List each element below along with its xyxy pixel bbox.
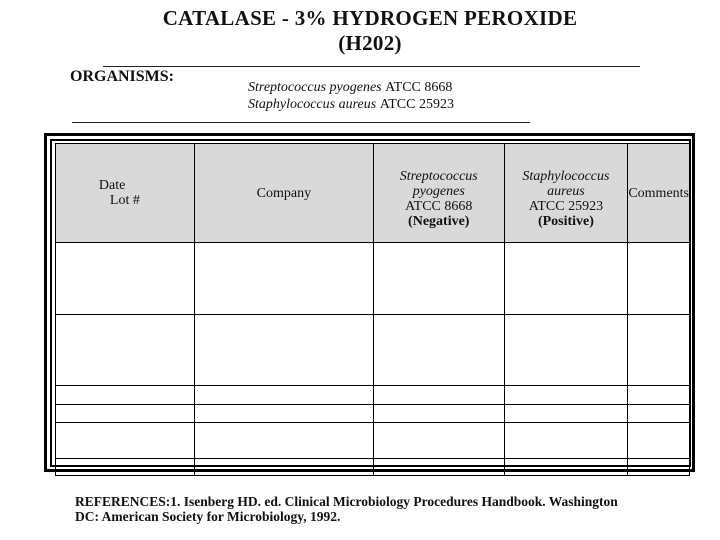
organism-1: Streptococcus pyogenes ATCC 8668 (248, 80, 453, 95)
cell[interactable] (56, 243, 195, 315)
cell[interactable] (628, 315, 690, 386)
cell[interactable] (504, 243, 628, 315)
cell[interactable] (194, 315, 373, 386)
cell[interactable] (194, 405, 373, 423)
cell[interactable] (56, 386, 195, 405)
table-row (56, 459, 690, 476)
references: REFERENCES:1. Isenberg HD. ed. Clinical Microbiology Procedures Handbook. Washington DC: American Society for Microbiology, 1992. (75, 494, 618, 524)
cell[interactable] (628, 243, 690, 315)
cell[interactable] (504, 386, 628, 405)
cell[interactable] (628, 423, 690, 459)
cell[interactable] (504, 405, 628, 423)
cell[interactable] (373, 315, 504, 386)
page-title: CATALASE - 3% HYDROGEN PEROXIDE (162, 6, 578, 30)
cell[interactable] (628, 386, 690, 405)
header-company: Company (194, 144, 373, 243)
cell[interactable] (373, 405, 504, 423)
organism-2: Staphylococcus aureus ATCC 25923 (248, 97, 454, 112)
table-row (56, 243, 690, 315)
cell[interactable] (504, 459, 628, 476)
cell[interactable] (504, 423, 628, 459)
table-row (56, 405, 690, 423)
cell[interactable] (56, 405, 195, 423)
header-comments: Comments (628, 144, 690, 243)
divider (103, 66, 640, 67)
cell[interactable] (194, 423, 373, 459)
cell[interactable] (194, 386, 373, 405)
cell[interactable] (373, 423, 504, 459)
header-staphylococcus: Staphylococcus aureus ATCC 25923 (Positive) (504, 144, 628, 243)
table-row (56, 315, 690, 386)
cell[interactable] (628, 459, 690, 476)
cell[interactable] (194, 459, 373, 476)
cell[interactable] (373, 459, 504, 476)
header-streptococcus: Streptococcus pyogenes ATCC 8668 (Negative) (373, 144, 504, 243)
table-header (56, 144, 690, 243)
header-date-lot: DateLot # (56, 144, 195, 243)
divider (72, 122, 530, 123)
cell[interactable] (373, 386, 504, 405)
cell[interactable] (194, 243, 373, 315)
cell[interactable] (56, 459, 195, 476)
cell[interactable] (56, 423, 195, 459)
qc-table (55, 143, 690, 476)
cell[interactable] (373, 243, 504, 315)
cell[interactable] (56, 315, 195, 386)
organisms-label: ORGANISMS: (70, 68, 175, 85)
cell[interactable] (504, 315, 628, 386)
table-row (56, 423, 690, 459)
table-row (56, 386, 690, 405)
page-subtitle: (H202) (338, 31, 402, 55)
cell[interactable] (628, 405, 690, 423)
